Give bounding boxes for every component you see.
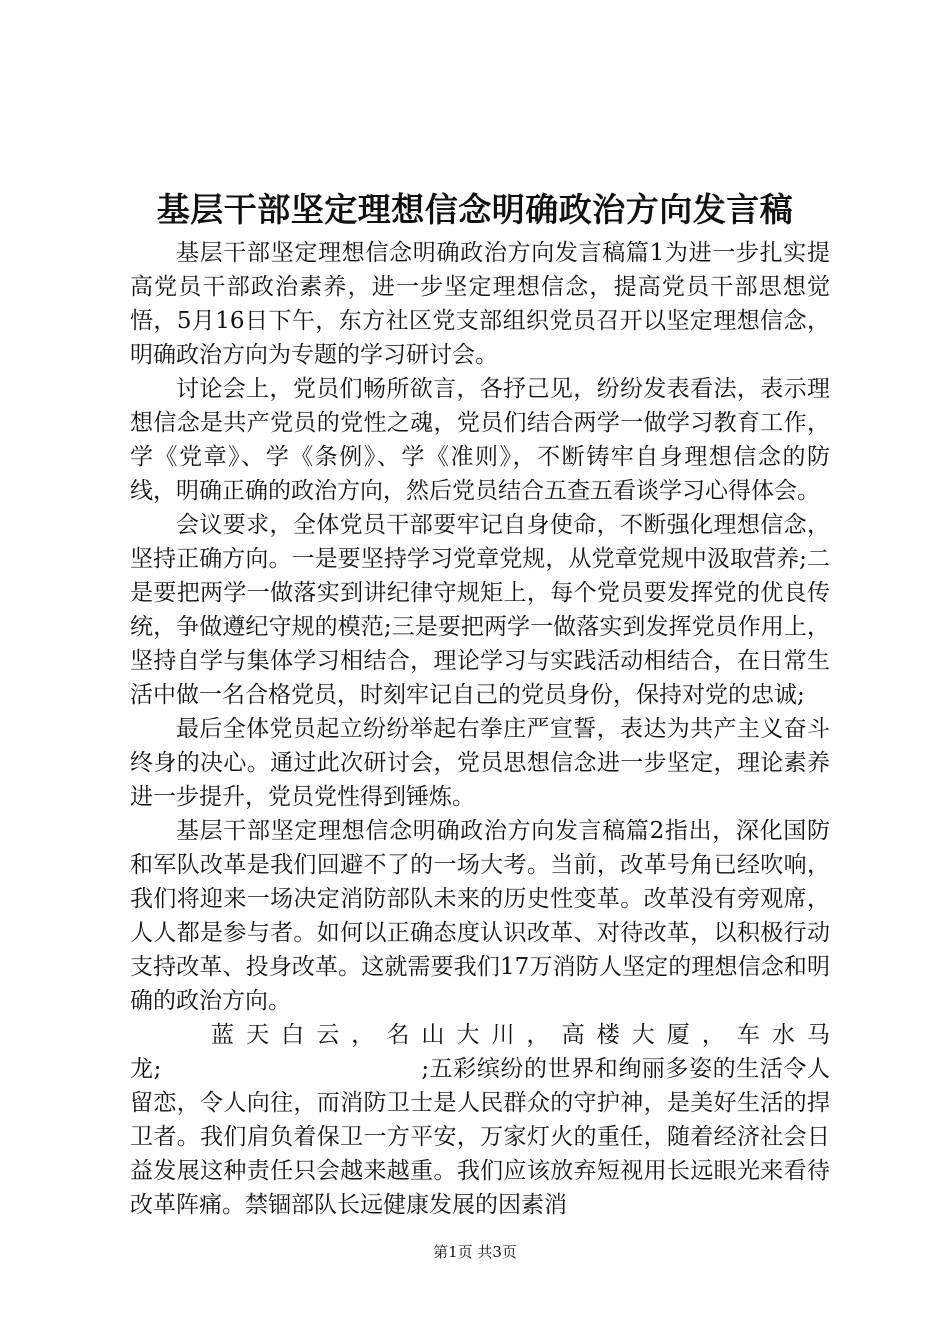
paragraph-6: 蓝天白云，名山大川，高楼大厦，车水马龙; ;五彩缤纷的世界和绚丽多姿的生活令人留恋，令人向往，而消防卫士是人民群众的守护神，是美好生活的捍卫者。我们肩负着保卫一方平安，万家灯火的重任，随着经济社会日益发展这种责任只会越来越重。我们应该放弃短视用长远眼光来看待改革阵痛。禁锢部队长远健康发展的因素消 [130, 1022, 830, 1218]
page-footer: 第1页 共3页 [433, 1243, 517, 1261]
document-title: 基层干部坚定理想信念明确政治方向发言稿 [156, 190, 794, 229]
paragraph-1: 基层干部坚定理想信念明确政治方向发言稿篇1为进一步扎实提高党员干部政治素养，进一步坚定理想信念，提高党员干部思想觉悟，5月16日下午，东方社区党支部组织党员召开以坚定理想信念，明确政治方向为专题的学习研讨会。 [130, 240, 830, 368]
paragraph-5: 基层干部坚定理想信念明确政治方向发言稿篇2指出，深化国防和军队改革是我们回避不了的一场大考。当前，改革号角已经吹响，我们将迎来一场决定消防部队未来的历史性变革。改革没有旁观席，人人都是参与者。如何以正确态度认识改革、对待改革，以积极行动支持改革、投身改革。这就需要我们17万消防人坚定的理想信念和明确的政治方向。 [130, 818, 830, 1014]
paragraph-4: 最后全体党员起立纷纷举起右拳庄严宣誓，表达为共产主义奋斗终身的决心。通过此次研讨会，党员思想信念进一步坚定，理论素养进一步提升，党员党性得到锤炼。 [130, 716, 830, 810]
paragraph-3: 会议要求，全体党员干部要牢记自身使命，不断强化理想信念，坚持正确方向。一是要坚持学习党章党规，从党章党规中汲取营养;二是要把两学一做落实到讲纪律守规矩上，每个党员要发挥党的优良传统，争做遵纪守规的模范;三是要把两学一做落实到发挥党员作用上，坚持自学与集体学习相结合，理论学习与实践活动相结合，在日常生活中做一名合格党员，时刻牢记自己的党员身份，保持对党的忠诚; [130, 512, 830, 708]
document-body [130, 236, 830, 1222]
paragraph-2: 讨论会上，党员们畅所欲言，各抒己见，纷纷发表看法，表示理想信念是共产党员的党性之魂，党员们结合两学一做学习教育工作，学《党章》、学《条例》、学《准则》，不断铸牢自身理想信念的防线，明确正确的政治方向，然后党员结合五查五看谈学习心得体会。 [130, 376, 830, 504]
